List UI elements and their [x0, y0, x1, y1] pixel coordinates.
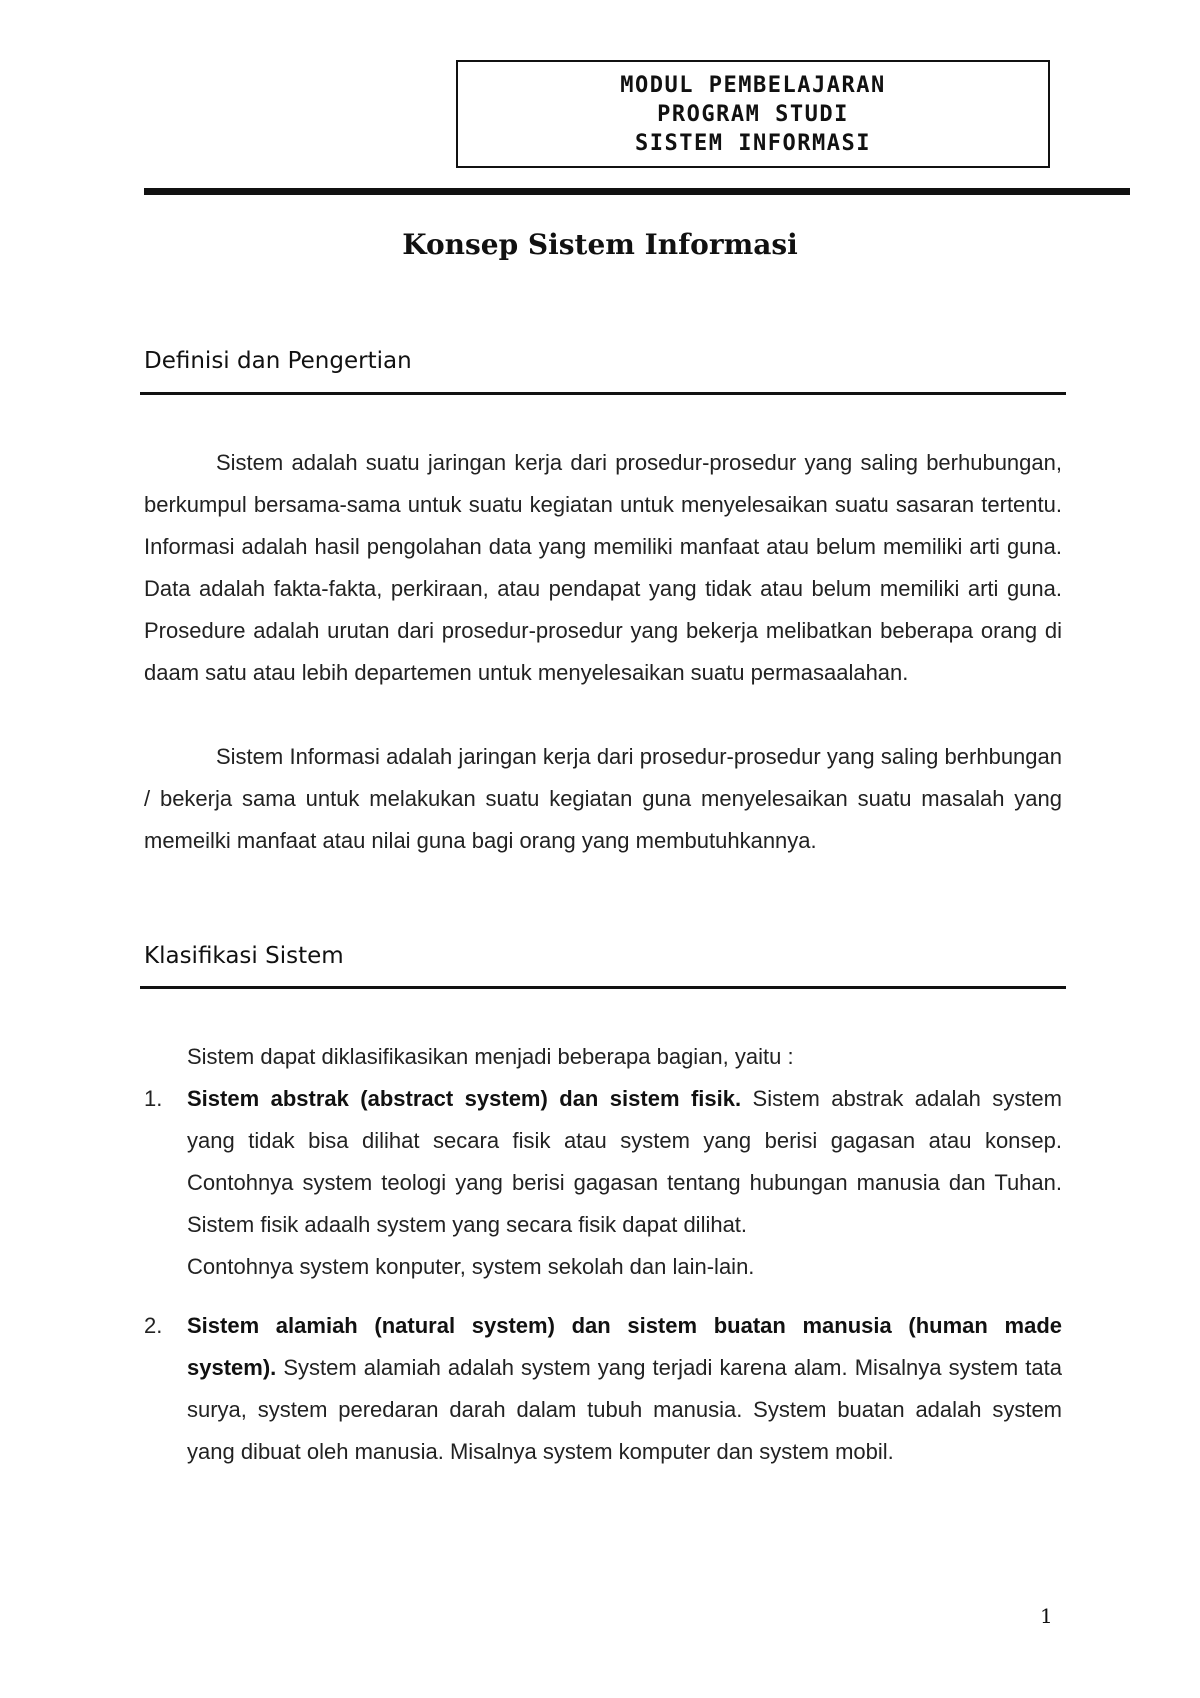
paragraph-definisi-2: Sistem Informasi adalah jaringan kerja dari prosedur-prosedur yang saling berhbungan / bekerja sama untuk melakukan suatu kegiatan guna menyelesaikan suatu masalah yang memeilki manfaat atau nilai guna bagi orang yang membutuhkannya. [144, 744, 1062, 853]
list-item-body [187, 1078, 1062, 1246]
list-item-body-continued: Contohnya system konputer, system sekolah dan lain-lain. [187, 1254, 755, 1279]
header-line-module: MODUL PEMBELAJARAN [620, 72, 886, 98]
paragraph-definisi-1: Sistem adalah suatu jaringan kerja dari prosedur-prosedur yang saling berhubungan, berkumpul bersama-sama untuk suatu kegiatan untuk menyelesaikan suatu sasaran tertentu. Informasi adalah hasil pengolahan data yang memiliki manfaat atau belum memiliki arti guna. Data adalah fakta-fakta, perkiraan, atau pendapat yang tidak atau belum memiliki arti guna. Prosedure adalah urutan dari prosedur-prosedur yang bekerja melibatkan beberapa orang di daam satu atau lebih departemen untuk menyelesaikan suatu permasaalahan. [144, 450, 1062, 685]
list-item-2 [144, 1305, 1062, 1473]
header-line-study: SISTEM INFORMASI [635, 130, 871, 156]
document-title: Konsep Sistem Informasi [402, 228, 798, 261]
header-divider [144, 188, 1130, 195]
list-item-number: 1. [144, 1086, 163, 1111]
list-item-term: Sistem abstrak (abstract system) dan sistem fisik. [187, 1086, 742, 1111]
list-item-number: 2. [144, 1313, 163, 1338]
section-divider-klasifikasi [140, 986, 1066, 989]
paragraph-klasifikasi-intro: Sistem dapat diklasifikasikan menjadi beberapa bagian, yaitu : [187, 1044, 794, 1069]
section-heading-definisi: Definisi dan Pengertian [144, 348, 412, 374]
section-heading-klasifikasi: Klasifikasi Sistem [144, 943, 344, 969]
list-item-1 [144, 1078, 1062, 1288]
list-item-text: Sistem abstrak adalah system yang tidak bisa dilihat secara fisik atau system yang berisi gagasan atau konsep. Contohnya system teologi yang berisi gagasan tentang hubungan manusia dan Tuhan. Sistem fisik adaalh system yang secara fisik dapat dilihat. [187, 1086, 1062, 1237]
section-divider-definisi [140, 392, 1066, 395]
page-number: 1 [1040, 1604, 1053, 1628]
module-header-box [456, 60, 1050, 168]
list-item-text: System alamiah adalah system yang terjadi karena alam. Misalnya system tata surya, system peredaran darah dalam tubuh manusia. System buatan adalah system yang dibuat oleh manusia. Misalnya system komputer dan system mobil. [187, 1355, 1062, 1464]
header-line-program: PROGRAM STUDI [657, 101, 849, 127]
list-item-term: Sistem alamiah (natural system) dan sistem buatan manusia (human made system). [187, 1313, 1062, 1380]
list-item-body [187, 1305, 1062, 1473]
